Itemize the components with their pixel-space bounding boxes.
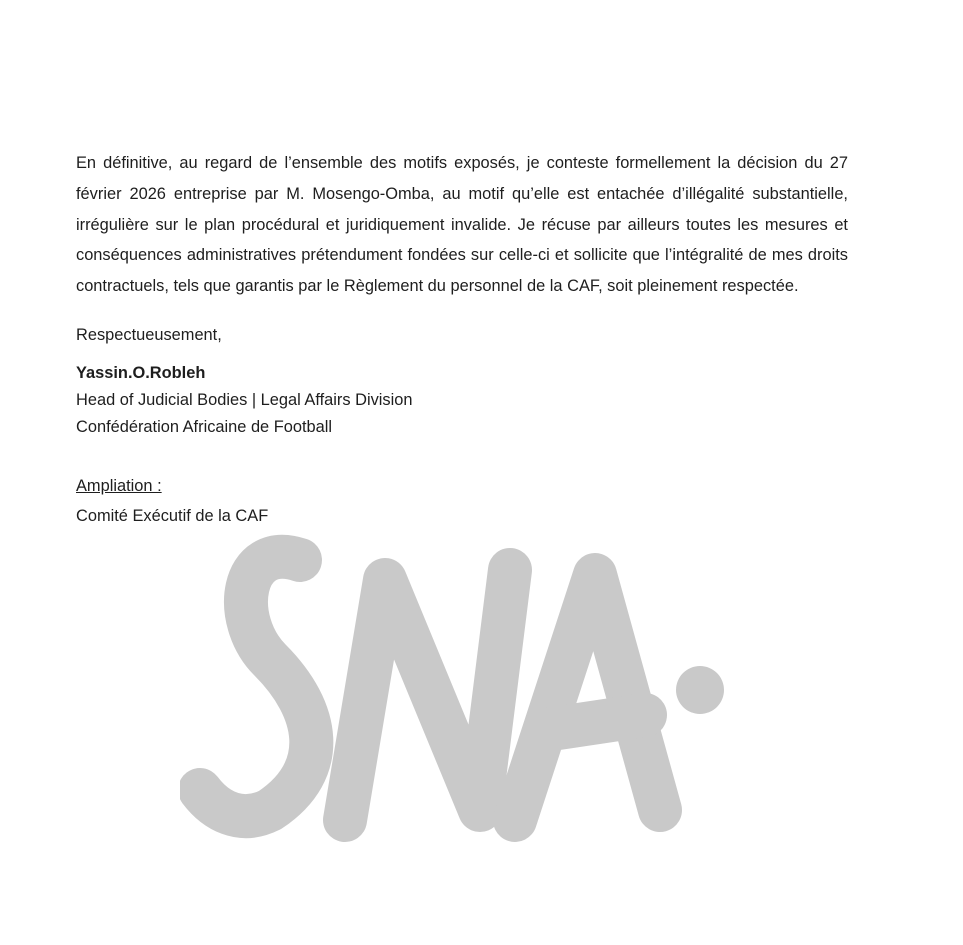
ampliation-block xyxy=(76,471,848,531)
main-paragraph: En définitive, au regard de l’ensemble des motifs exposés, je conteste formellement la décision du 27 février 2026 entreprise par M. Mosengo-Omba, au motif qu’elle est entachée d’illégalité substantielle, irrégulière sur le plan procédural et juridiquement invalide. Je récuse par ailleurs toutes les mesures et conséquences administratives prétendument fondées sur celle-ci et sollicite que l’intégralité de mes droits contractuels, tels que garantis par le Règlement du personnel de la CAF, soit pleinement respectée. xyxy=(76,154,848,296)
ampliation-recipient: Comité Exécutif de la CAF xyxy=(76,506,269,525)
sna-watermark-logo xyxy=(180,520,740,860)
signature-block xyxy=(76,360,848,441)
signatory-organization: Confédération Africaine de Football xyxy=(76,417,333,436)
signatory-name: Yassin.O.Robleh xyxy=(76,363,206,382)
letter-body xyxy=(76,148,848,531)
ampliation-label: Ampliation : xyxy=(76,476,162,495)
signatory-title: Head of Judicial Bodies | Legal Affairs Division xyxy=(76,390,413,409)
closing-salutation: Respectueusement, xyxy=(76,325,222,344)
